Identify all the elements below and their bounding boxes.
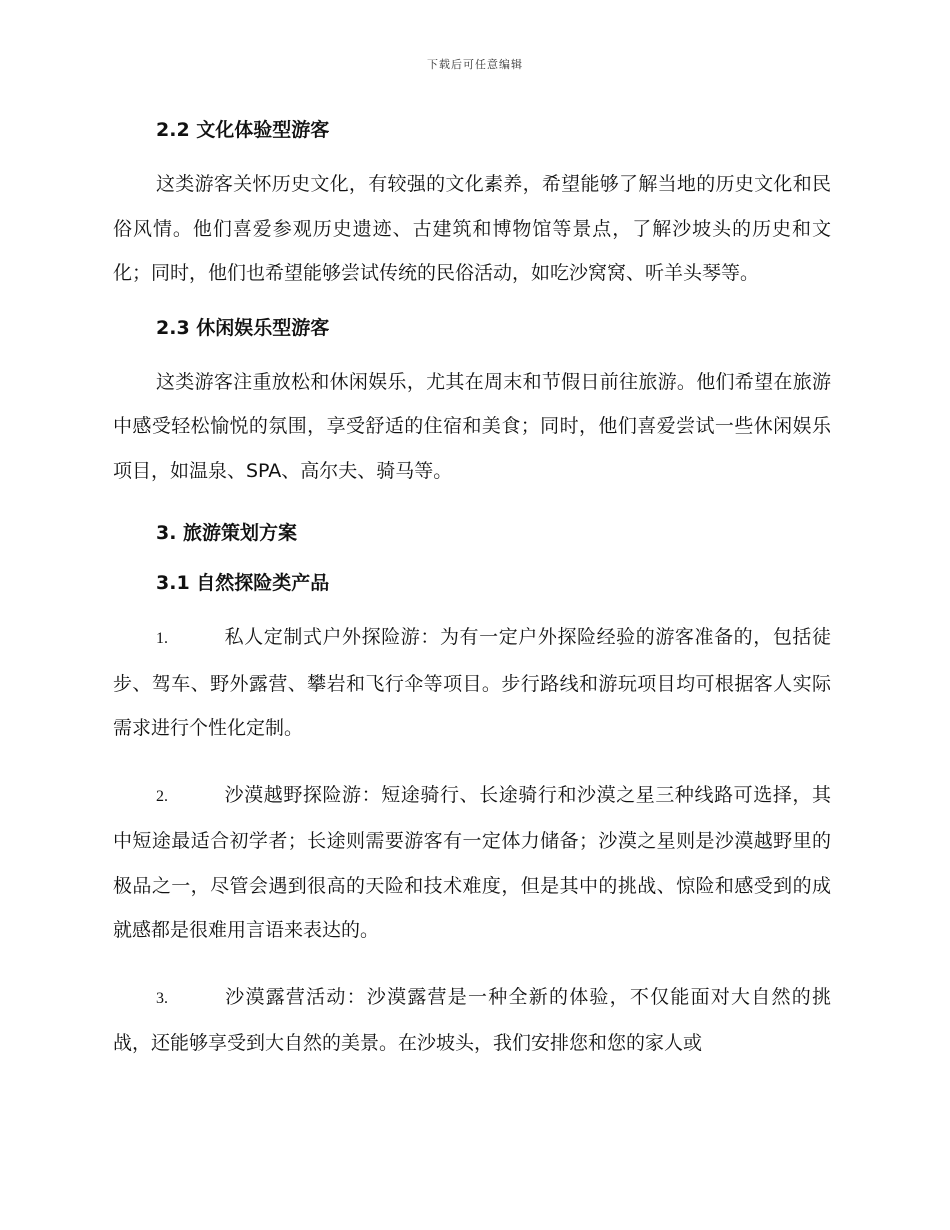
section-heading-2-3: 2.3 休闲娱乐型游客 [156,316,330,339]
list-item-number: 2. [156,787,168,805]
list-item-number: 1. [156,630,168,647]
list-item [113,773,831,953]
section-heading-3: 3. 旅游策划方案 [156,522,298,544]
list-item [113,615,831,751]
section-paragraph-2-3: 这类游客注重放松和休闲娱乐，尤其在周末和节假日前往旅游。他们希望在旅游中感受轻松愉悦的氛围，享受舒适的住宿和美食；同时，他们喜爱尝试一些休闲娱乐项目，如温泉、SPA、高尔夫、骑马等。 [113,370,831,482]
section-heading-2-2: 2.2 文化体验型游客 [156,119,330,141]
document-body [113,112,831,1066]
list-item-number: 3. [156,989,168,1007]
list-item-text: 沙漠露营活动：沙漠露营是一种全新的体验，不仅能面对大自然的挑战，还能够享受到大自然的美景。在沙坡头，我们安排您和您的家人或 [113,985,831,1054]
section-paragraph-2-2: 这类游客关怀历史文化，有较强的文化素养，希望能够了解当地的历史文化和民俗风情。他们喜爱参观历史遗迹、古建筑和博物馆等景点，了解沙坡头的历史和文化；同时，他们也希望能够尝试传统的民俗活动，如吃沙窝窝、听羊头琴等。 [113,173,831,284]
list-item-text: 沙漠越野探险游：短途骑行、长途骑行和沙漠之星三种线路可选择，其中短途最适合初学者；长途则需要游客有一定体力储备；沙漠之星则是沙漠越野里的极品之一，尽管会遇到很高的天险和技术难度，但是其中的挑战、惊险和感受到的成就感都是很难用言语来表达的。 [113,783,831,941]
list-item [113,975,831,1066]
list-item-text: 私人定制式户外探险游：为有一定户外探险经验的游客准备的，包括徒步、驾车、野外露营、攀岩和飞行伞等项目。步行路线和游玩项目均可根据客人实际需求进行个性化定制。 [113,626,831,739]
page-header-note: 下载后可任意编辑 [427,58,523,71]
section-heading-3-1: 3.1 自然探险类产品 [156,572,330,594]
